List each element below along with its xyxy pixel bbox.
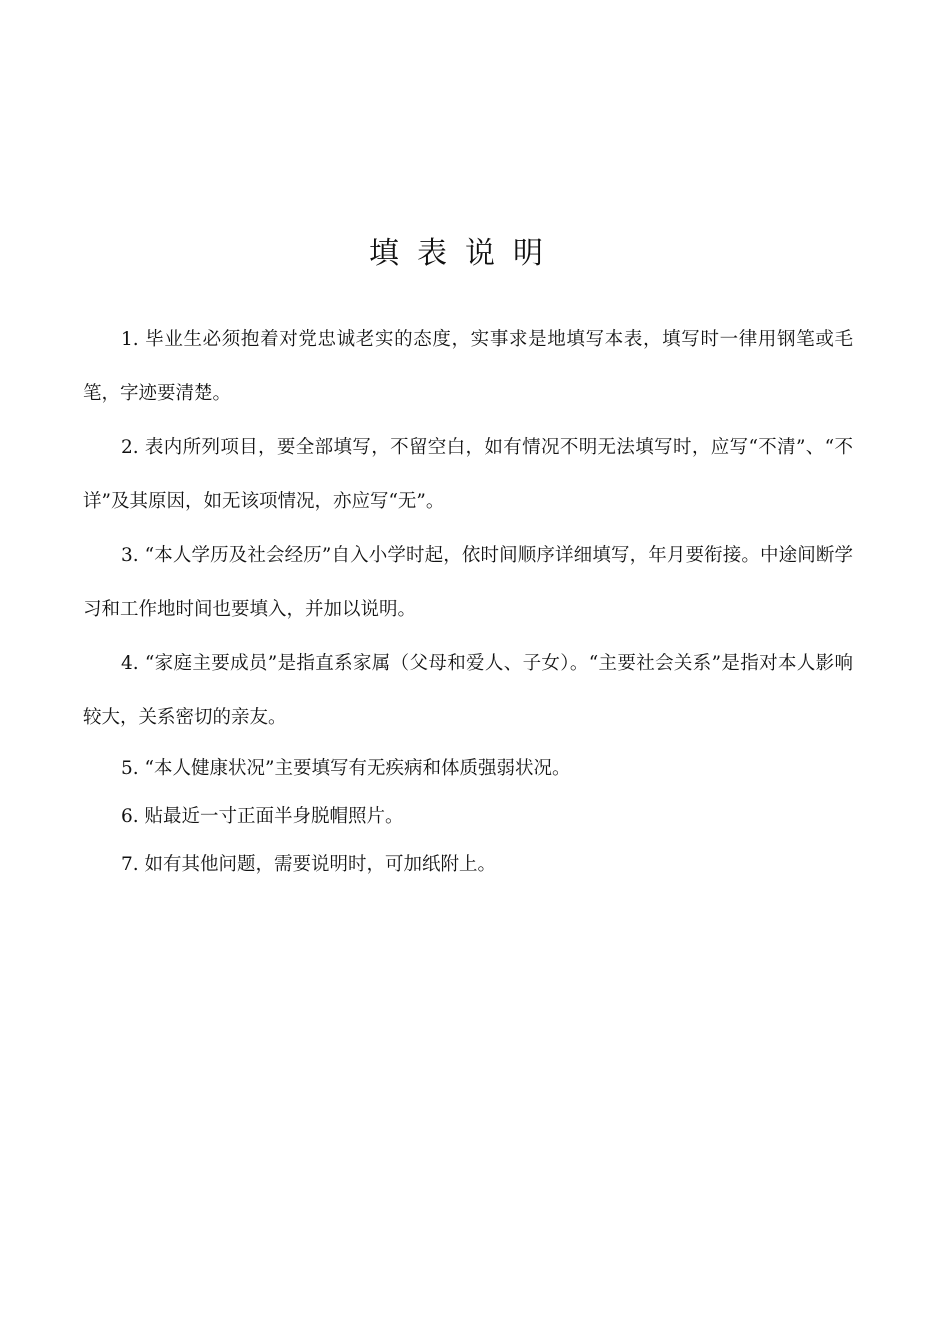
instruction-list [83, 313, 853, 889]
instruction-item-2: 2. 表内所列项目，要全部填写，不留空白，如有情况不明无法填写时，应写“不清”、“不详”及其原因，如无该项情况，亦应写“无”。 [83, 437, 853, 512]
instruction-item-4: 4. “家庭主要成员”是指直系家属（父母和爱人、子女）。“主要社会关系”是指对本人影响较大，关系密切的亲友。 [83, 653, 853, 728]
instruction-item-5: 5. “本人健康状况”主要填写有无疾病和体质强弱状况。 [121, 758, 571, 779]
instruction-item-1: 1. 毕业生必须抱着对党忠诚老实的态度，实事求是地填写本表，填写时一律用钢笔或毛笔，字迹要清楚。 [83, 329, 853, 404]
instruction-item-6: 6. 贴最近一寸正面半身脱帽照片。 [121, 806, 404, 827]
document-title: 填表说明 [369, 236, 561, 271]
instruction-item-7: 7. 如有其他问题，需要说明时，可加纸附上。 [121, 854, 497, 875]
instruction-item-3: 3. “本人学历及社会经历”自入小学时起，依时间顺序详细填写，年月要衔接。中途间断学习和工作地时间也要填入，并加以说明。 [83, 545, 853, 620]
